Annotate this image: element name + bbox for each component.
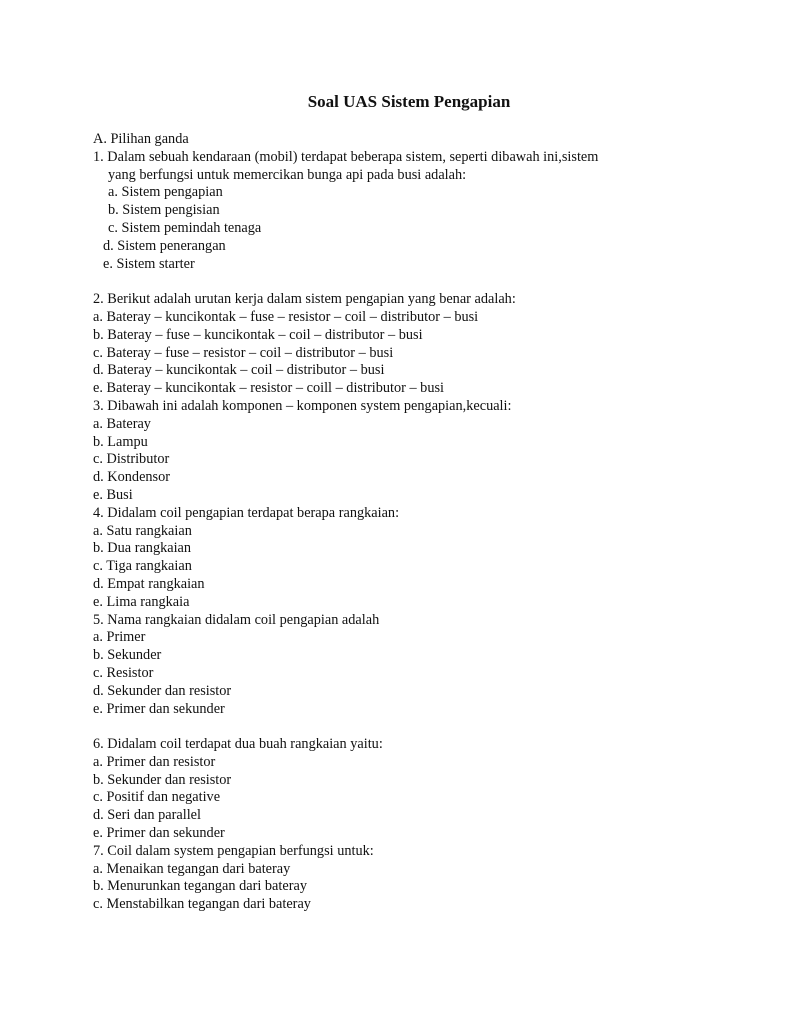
document-line: b. Sekunder dan resistor (93, 771, 232, 788)
document-line: yang berfungsi untuk memercikan bunga api pada busi adalah: (108, 166, 467, 183)
document-line: e. Primer dan sekunder (93, 700, 225, 717)
document-line: a. Bateray – kuncikontak – fuse – resistor – coil – distributor – busi (93, 308, 479, 325)
document-line: c. Positif dan negative (93, 789, 221, 806)
document-line: d. Kondensor (93, 469, 171, 486)
document-line: c. Bateray – fuse – resistor – coil – distributor – busi (93, 344, 394, 361)
document-line: e. Lima rangkaia (93, 593, 190, 610)
document-line: a. Satu rangkaian (93, 522, 192, 539)
document-line: e. Busi (93, 486, 133, 503)
document-line: a. Sistem pengapian (108, 184, 223, 201)
document-line: d. Seri dan parallel (93, 807, 201, 824)
blank-line (93, 273, 598, 291)
document-line: a. Bateray (93, 415, 151, 432)
document-line: b. Dua rangkaian (93, 540, 192, 557)
document-line: b. Menurunkan tegangan dari bateray (93, 878, 307, 895)
document-line: A. Pilihan ganda (93, 131, 189, 147)
document-line: c. Tiga rangkaian (93, 558, 192, 575)
document-line: d. Bateray – kuncikontak – coil – distributor – busi (93, 362, 385, 379)
document-line: e. Sistem starter (103, 255, 195, 272)
document-line: a. Primer (93, 629, 146, 646)
document-line: 5. Nama rangkaian didalam coil pengapian adalah (93, 611, 380, 628)
document-body (93, 131, 598, 914)
document-title: Soal UAS Sistem Pengapian (307, 92, 511, 111)
document-line: 1. Dalam sebuah kendaraan (mobil) terdapat beberapa sistem, seperti dibawah ini,sistem (93, 148, 599, 165)
document-line: c. Resistor (93, 664, 154, 681)
document-line: 2. Berikut adalah urutan kerja dalam sistem pengapian yang benar adalah: (93, 291, 516, 308)
document-line: 7. Coil dalam system pengapian berfungsi untuk: (93, 842, 374, 859)
document-line: a. Primer dan resistor (93, 753, 216, 770)
document-line: 3. Dibawah ini adalah komponen – komponen system pengapian,kecuali: (93, 397, 512, 414)
document-line: d. Empat rangkaian (93, 575, 205, 592)
document-line: d. Sistem penerangan (103, 237, 226, 254)
document-line: c. Distributor (93, 451, 170, 468)
document-line: 4. Didalam coil pengapian terdapat berapa rangkaian: (93, 504, 400, 521)
blank-line (93, 718, 598, 736)
document-line: b. Lampu (93, 433, 148, 450)
document-line: 6. Didalam coil terdapat dua buah rangkaian yaitu: (93, 736, 383, 753)
document-line: c. Sistem pemindah tenaga (108, 219, 262, 236)
document-line: b. Bateray – fuse – kuncikontak – coil – distributor – busi (93, 326, 423, 343)
document-line: c. Menstabilkan tegangan dari bateray (93, 896, 311, 913)
document-line: e. Bateray – kuncikontak – resistor – coill – distributor – busi (93, 380, 445, 397)
document-line: d. Sekunder dan resistor (93, 682, 232, 699)
document-line: b. Sekunder (93, 647, 162, 664)
document-line: e. Primer dan sekunder (93, 825, 225, 842)
document-line: b. Sistem pengisian (108, 202, 220, 219)
document-line: a. Menaikan tegangan dari bateray (93, 860, 291, 877)
